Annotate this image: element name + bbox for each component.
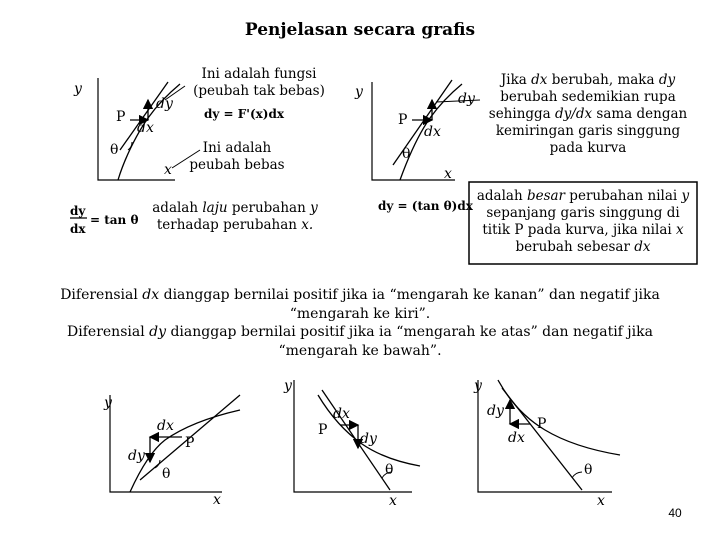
tangent-line xyxy=(120,82,168,150)
note-laju: adalah laju perubahan y terhadap perubahan x. xyxy=(152,200,318,233)
note-jika: Jika dx berubah, maka dy berubah sedemikian rupa sehingga dy/dx sama dengan kemiringan garis singgung pada kurva xyxy=(488,72,688,156)
angle-arc xyxy=(572,472,582,478)
graph-bottom-left xyxy=(110,395,240,492)
label-dy: dy xyxy=(128,448,145,464)
label-theta: θ xyxy=(110,142,119,158)
note-besar: adalah besar perubahan nilai y sepanjang garis singgung di titik P pada kurva, jika nilai x berubah sebesar dx xyxy=(476,188,690,255)
dx-sign-rule: Diferensial dx dianggap bernilai positif jika ia “mengarah ke kanan” dan negatif jika “mengarah ke kiri”. xyxy=(60,287,660,322)
formula-dy-tan-dx: dy = (tan θ)dx xyxy=(378,199,473,213)
page-number: 40 xyxy=(668,506,682,520)
label-dx: dx xyxy=(424,124,441,140)
label-y: y xyxy=(284,378,292,394)
label-dx: dx xyxy=(508,430,525,446)
tangent-line xyxy=(322,390,390,490)
label-y: y xyxy=(74,81,82,97)
label-y: y xyxy=(104,395,112,411)
differential-explanation xyxy=(40,286,680,360)
axes xyxy=(372,82,455,180)
label-x: x xyxy=(213,492,221,508)
label-dy: dy xyxy=(458,91,475,107)
formula-dy-Fprime: dy = F'(x)dx xyxy=(204,107,285,121)
label-theta: θ xyxy=(385,462,394,478)
label-P: P xyxy=(537,416,547,432)
label-dx: dx xyxy=(137,120,154,136)
curve xyxy=(130,410,240,492)
label-x: x xyxy=(444,166,452,182)
label-P: P xyxy=(398,112,408,128)
note-peubah-bebas: Ini adalah peubah bebas xyxy=(189,140,285,173)
label-dy: dy xyxy=(360,431,377,447)
page-title: Penjelasan secara grafis xyxy=(244,20,476,40)
label-y: y xyxy=(355,84,363,100)
formula-tan-theta: = tan θ xyxy=(90,213,139,227)
graph-bottom-right xyxy=(478,380,620,492)
label-x: x xyxy=(597,493,605,509)
label-dy: dy xyxy=(487,403,504,419)
formula-dy-dx-den: dx xyxy=(70,222,86,236)
note-fungsi: Ini adalah fungsi (peubah tak bebas) xyxy=(193,66,325,99)
label-P: P xyxy=(318,422,328,438)
label-theta: θ xyxy=(402,146,411,162)
angle-arc xyxy=(128,142,132,150)
label-dx: dx xyxy=(157,418,174,434)
label-x: x xyxy=(164,162,172,178)
graph-bottom-middle xyxy=(294,380,420,492)
dy-sign-rule: Diferensial dy dianggap bernilai positif jika ia “mengarah ke atas” dan negatif jika “mengarah ke bawah”. xyxy=(67,324,653,359)
label-theta: θ xyxy=(162,466,171,482)
label-y: y xyxy=(474,378,482,394)
label-theta: θ xyxy=(584,462,593,478)
label-x: x xyxy=(389,493,397,509)
label-dx: dx xyxy=(333,406,350,422)
label-dy: dy xyxy=(156,96,173,112)
label-P: P xyxy=(116,109,126,125)
label-P: P xyxy=(185,435,195,451)
formula-dy-dx-num: dy xyxy=(70,204,86,218)
